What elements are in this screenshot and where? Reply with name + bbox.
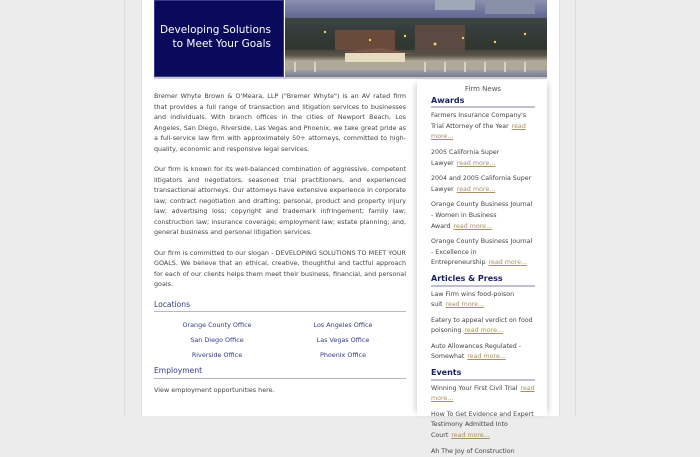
news-sidebar — [417, 80, 547, 455]
slogan-panel — [154, 0, 284, 77]
news-item — [431, 342, 535, 363]
slogan-line-2: to Meet Your Goals — [172, 38, 271, 50]
location-link-los-angeles[interactable]: Los Angeles Office — [313, 321, 373, 329]
news-item — [431, 148, 535, 169]
read-more-link[interactable]: read more... — [488, 259, 528, 267]
main-content — [154, 91, 406, 395]
locations-heading: Locations — [154, 300, 406, 313]
page-container — [141, 0, 560, 455]
news-item — [431, 174, 535, 195]
news-item — [431, 384, 535, 405]
news-item-text: How To Get Evidence and Expert Testimony Admitted Into Court — [431, 410, 534, 440]
news-item — [431, 111, 535, 143]
news-item-text: 2005 California Super Lawyer — [431, 148, 500, 167]
page-edge-right — [575, 0, 576, 416]
read-more-link[interactable]: read more... — [467, 353, 506, 361]
header-banner — [154, 0, 547, 79]
articles-heading: Articles & Press — [431, 274, 535, 287]
news-item — [431, 237, 535, 269]
read-more-link[interactable]: read more... — [456, 159, 496, 167]
news-item-text: Orange County Business Journal - Women in Business Award — [431, 201, 533, 230]
banner-divider — [154, 77, 547, 79]
read-more-link[interactable]: read more... — [431, 384, 535, 403]
sidebar-title: Firm News — [464, 85, 502, 93]
location-link-las-vegas[interactable]: Las Vegas Office — [316, 336, 370, 344]
news-item-text: Orange County Business Journal - Excellence in Entrepreneurship — [431, 238, 533, 267]
news-item-text: Law Firm wins food-poison suit — [431, 290, 515, 309]
news-item-text: Winning Your First Civil Trial — [431, 384, 518, 392]
page-edge-left — [124, 0, 125, 416]
read-more-link[interactable]: read more... — [456, 185, 496, 193]
locations-list — [154, 312, 406, 364]
location-link-phoenix[interactable]: Phoenix Office — [319, 351, 367, 359]
read-more-link[interactable]: read more... — [453, 222, 493, 230]
events-heading: Events — [431, 368, 535, 381]
location-link-san-diego[interactable]: San Diego Office — [190, 336, 244, 344]
city-night-image — [285, 0, 547, 77]
news-item-text: Ah The Joy of Construction — [431, 447, 515, 455]
news-item-text: 2004 and 2005 California Super Lawyer — [431, 175, 532, 193]
banner-photo — [285, 0, 547, 77]
slogan-paragraph: Our firm is committed to our slogan - DEVELOPING SOLUTIONS TO MEET YOUR GOALS. We believe that an ethical, creative, thoughtful and tactful approach for each of our clients helps them meet their business, financial, and personal goals. — [154, 248, 406, 288]
slogan-text — [160, 23, 271, 51]
employment-heading: Employment — [154, 366, 406, 379]
news-item — [431, 200, 535, 232]
slogan-line-1: Developing Solutions — [159, 24, 271, 36]
location-link-orange-county[interactable]: Orange County Office — [182, 321, 252, 329]
read-more-link[interactable]: read more... — [464, 327, 503, 335]
news-item — [431, 447, 535, 457]
news-item-text: Eatery to appeal verdict on food poisoning — [431, 316, 533, 335]
awards-heading: Awards — [431, 96, 535, 109]
read-more-link[interactable]: read more... — [445, 301, 484, 309]
news-item-text: Farmers Insurance Company's Trial Attorney of the Year — [431, 112, 527, 130]
services-paragraph: Our firm is known for its well-balanced combination of aggressive, competent litigators and negotiators, seasoned trial practitioners, and experienced transactional attorneys. Our attorneys have extensive experience in corporate law; contract negotiation and drafting; personal, product and property injury law; advertising loss; copyright and trademark infringement; family law; construction law; insurance coverage; employment law; estate planning; and, general business and personal litigation services. — [154, 165, 406, 236]
news-item — [431, 290, 535, 311]
news-item — [431, 410, 535, 442]
location-link-riverside[interactable]: Riverside Office — [191, 351, 243, 359]
read-more-link[interactable]: read more... — [431, 122, 526, 141]
news-item — [431, 316, 535, 337]
news-item-text: Auto Allowances Regulated - Somewhat — [431, 342, 522, 361]
read-more-link[interactable]: read more... — [451, 432, 490, 440]
intro-paragraph: Bremer Whyte Brown & O'Meara, LLP ("Bremer Whyte") is an AV rated firm that provides a full range of transaction and litigation services to businesses and individuals. With branch offices in the cities of Newport Beach, Los Angeles, San Diego, Riverside, Las Vegas and Phoenix, we take great pride as a full-service law firm with approximately 50+ attorneys, committed to high-quality, economic and responsive legal services. — [154, 92, 406, 153]
employment-link[interactable]: View employment opportunities here. — [154, 385, 275, 394]
